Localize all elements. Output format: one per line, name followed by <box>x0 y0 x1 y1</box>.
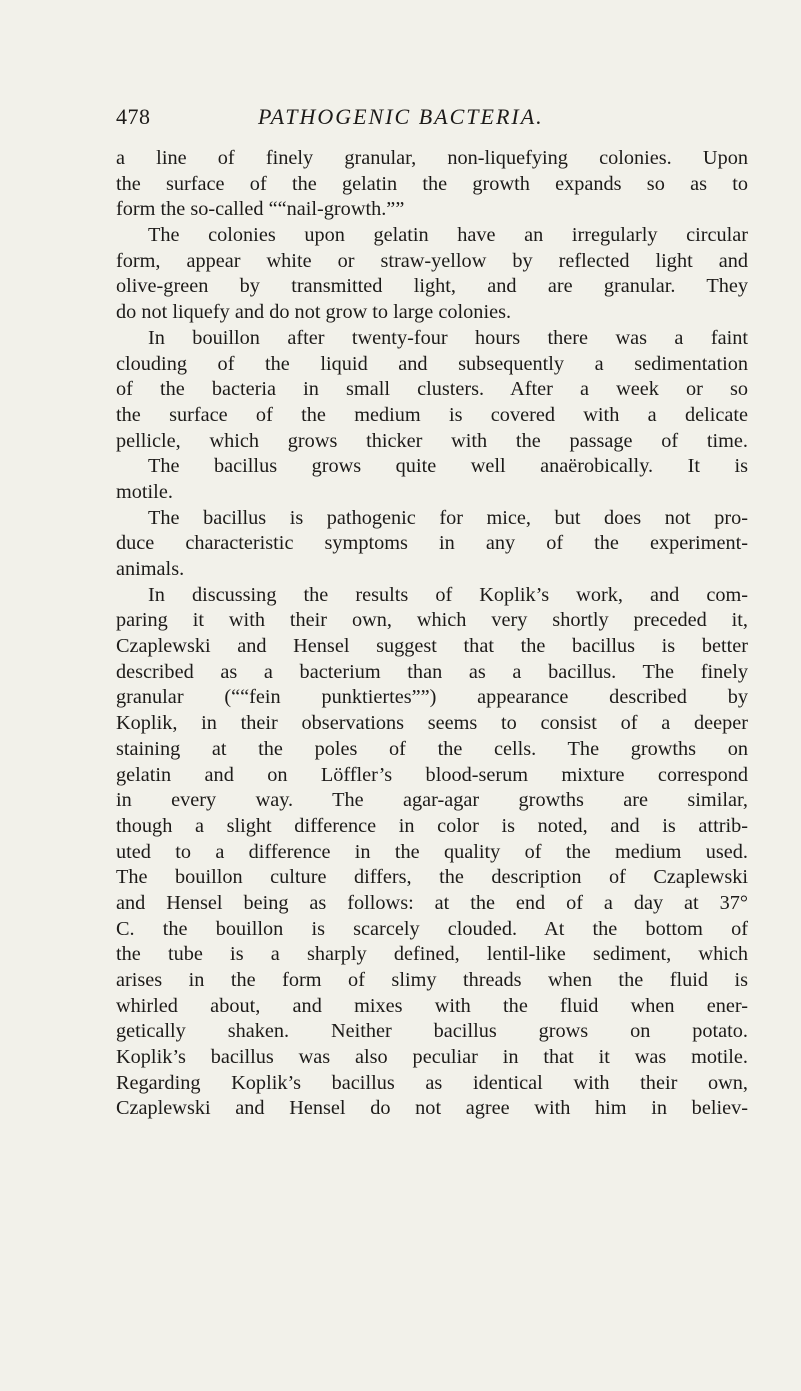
text-line: Koplik, in their observations seems to consist of a deeper <box>116 712 748 735</box>
text-line: getically shaken. Neither bacillus grows on potato. <box>116 1020 748 1043</box>
text-line: staining at the poles of the cells. The growths on <box>116 737 748 760</box>
text-line: The bouillon culture differs, the description of Czaplewski <box>116 866 748 889</box>
text-line: pellicle, which grows thicker with the passage of time. <box>116 429 748 452</box>
text-line: clouding of the liquid and subsequently a sedimentation <box>116 352 748 375</box>
text-line: The bacillus grows quite well anaërobically. It is <box>148 455 748 478</box>
text-line: uted to a difference in the quality of the medium used. <box>116 840 748 863</box>
text-line: and Hensel being as follows: at the end of a day at 37° <box>116 891 748 914</box>
text-line: described as a bacterium than as a bacillus. The finely <box>116 660 748 683</box>
text-line: animals. <box>116 558 185 580</box>
body-text <box>116 146 748 1122</box>
text-line: In discussing the results of Koplik’s work, and com- <box>148 583 748 606</box>
text-line: The colonies upon gelatin have an irregularly circular <box>148 224 748 247</box>
text-line: olive-green by transmitted light, and are granular. They <box>116 275 748 298</box>
text-line: The bacillus is pathogenic for mice, but does not pro- <box>148 506 748 529</box>
text-line: the surface of the gelatin the growth expands so as to <box>116 172 748 195</box>
text-line: duce characteristic symptoms in any of the experiment- <box>116 532 748 555</box>
text-line: form, appear white or straw-yellow by reflected light and <box>116 249 748 272</box>
text-line: Koplik’s bacillus was also peculiar in that it was motile. <box>116 1046 748 1069</box>
text-line: In bouillon after twenty-four hours there was a faint <box>148 326 748 349</box>
text-line: C. the bouillon is scarcely clouded. At the bottom of <box>116 917 748 940</box>
text-line: Czaplewski and Hensel suggest that the bacillus is better <box>116 635 748 658</box>
text-line: though a slight difference in color is noted, and is attrib- <box>116 814 748 837</box>
text-line: arises in the form of slimy threads when the fluid is <box>116 969 748 991</box>
text-line: paring it with their own, which very shortly preceded it, <box>116 609 748 632</box>
text-line: gelatin and on Löffler’s blood-serum mixture correspond <box>116 763 748 786</box>
text-line: form the so-called ““nail-growth.”” <box>116 198 405 221</box>
running-title: PATHOGENIC BACTERIA. <box>258 104 544 129</box>
text-line: do not liquefy and do not grow to large colonies. <box>116 301 512 324</box>
text-line: granular (““fein punktiertes””) appearance described by <box>116 686 748 709</box>
text-line: Regarding Koplik’s bacillus as identical with their own, <box>116 1071 748 1094</box>
text-line: Czaplewski and Hensel do not agree with him in believ- <box>116 1097 748 1120</box>
text-line: the tube is a sharply defined, lentil-like sediment, which <box>116 943 748 966</box>
page-number: 478 <box>116 104 151 129</box>
text-line: of the bacteria in small clusters. After a week or so <box>116 378 748 401</box>
text-line: a line of finely granular, non-liquefying colonies. Upon <box>116 147 748 169</box>
text-line: whirled about, and mixes with the fluid when ener- <box>116 994 748 1017</box>
text-line: motile. <box>116 480 173 503</box>
running-head <box>116 104 756 140</box>
text-line: in every way. The agar-agar growths are similar, <box>116 789 748 812</box>
text-line: the surface of the medium is covered with a delicate <box>116 403 748 426</box>
